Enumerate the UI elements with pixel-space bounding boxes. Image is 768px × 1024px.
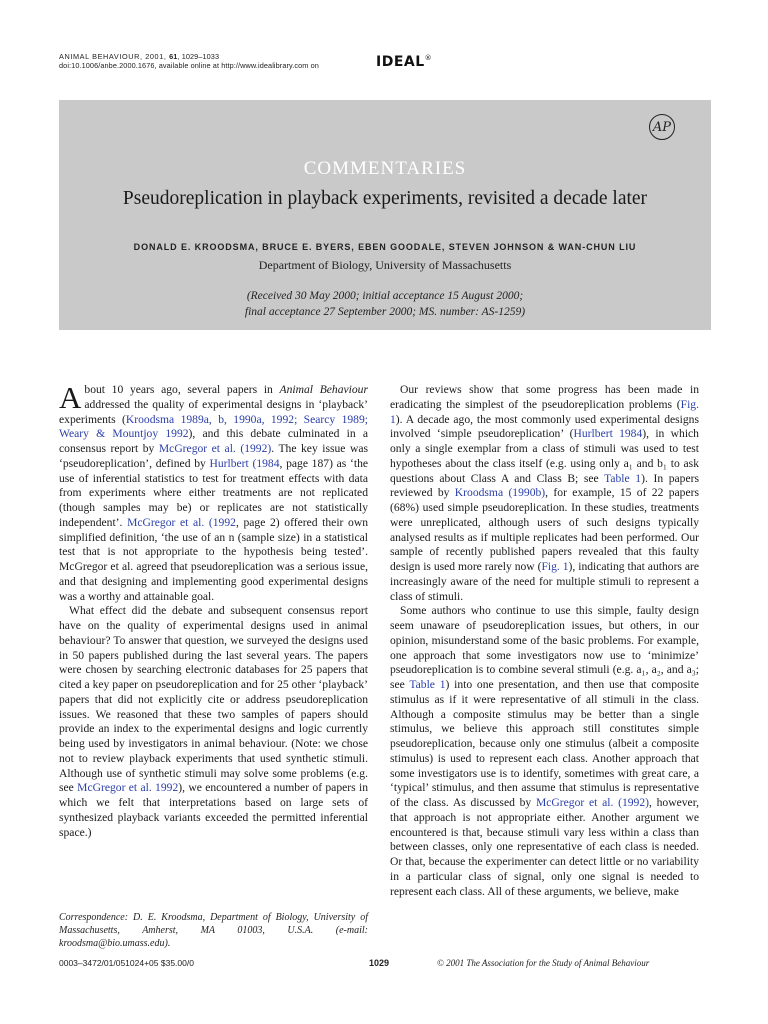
citation-link[interactable]: Kroodsma (1990b) — [454, 486, 546, 500]
left-column — [59, 380, 369, 840]
text-run: ) into one presentation, and then use that composite stimulus as if it were representative of all stimuli in the class. Although a composite stimulus may be better than a single stimulus, we believe this approach still constitutes simple pseudoreplication, because only one stimulus (albeit a composite stimulus) is used to represent each class. Another approach that some investigators use is to identify, sometimes with great care, a ‘typical’ stimulus, and then assume that stimulus is representative of the class. As discussed by — [390, 678, 700, 809]
journal-name: ANIMAL BEHAVIOUR, 2001, — [59, 52, 170, 61]
correspondence-footnote: Correspondence: D. E. Kroodsma, Department of Biology, University of Massachusetts, Amherst, MA 01003, U.S.A. (e-mail: kroodsma@bio.umass.edu). — [59, 912, 368, 949]
author-list: DONALD E. KROODSMA, BRUCE E. BYERS, EBEN GOODALE, STEVEN JOHNSON & WAN-CHUN LIU — [133, 242, 637, 252]
citation-link[interactable]: Kroodsma 1989a, b, 1990a, 1992; Searcy 1989; Weary & Mountjoy 1992 — [59, 412, 368, 441]
ideal-logo — [376, 54, 433, 72]
drop-cap: A — [59, 380, 82, 415]
citation-link[interactable]: Hurlbert 1984 — [573, 427, 643, 441]
text-run: addressed the quality of experimental designs in ‘playback’ experiments ( — [59, 397, 368, 426]
ap-publisher-logo-icon: AP — [649, 114, 675, 140]
text-run: , however, that approach is not appropriate either. Another argument we encountered is that, because stimuli vary less within a class than between classes, only one representative of each class is needed. Or that, because the experimenter can detect little or no variability in a particular class of signal, only one signal is needed to represent each class. All of these arguments, we believe, make — [390, 796, 699, 898]
text-run: , for example, 15 of 22 papers (68%) used simple pseudoreplication. In these studies, treatments were unreplicated, although users of such designs typically analysed results as if multiple replicates had been performed. Our sample of recently published papers revealed that this faulty design is used more rarely now ( — [390, 486, 699, 573]
text-run: ), in which only a single exemplar from a class of stimuli was used to test hypotheses about the class itself (e.g. using only a₁ and b₁ to ask questions about Class A and Class B; see — [390, 427, 699, 485]
table-link[interactable]: Table 1 — [409, 678, 446, 691]
citation-link[interactable]: McGregor et al. (1992) — [535, 796, 649, 809]
text-run: , page 2) offered their own simplified definition, ‘the use of an n (sample size) in a statistical test that is not appropriate to the hypothesis being tested’. McGregor et al. agreed that pseudoreplication was a serious issue, and that designing and implementing good experimental designs was a worthy and attainable goal. — [59, 515, 369, 603]
text-run: What effect did the debate and subsequent consensus report have on the quality of experimental designs used in animal behaviour? To answer that question, we surveyed the designs used in 50 papers published during the last several years. The papers were chosen by searching electronic databases for 25 papers that cited a key paper on pseudoreplication and for 25 other ‘playback’ papers that did not explicitly cite or address pseudoreplication issues. We reasoned that these two samples of papers should provide an index to the experimental designs and logic currently being used by investigators in animal behaviour. (Note: we chose not to review playback experiments that used synthetic stimuli. Although use of synthetic stimuli may solve some problems (e.g. see — [59, 604, 368, 795]
title-banner — [59, 100, 711, 330]
doi-line[interactable]: doi:10.1006/anbe.2000.1676, available online at http://www.idealibrary.com on — [59, 61, 319, 70]
table-link[interactable]: Table 1 — [604, 471, 642, 485]
paragraph-intro — [59, 380, 369, 604]
figure-link[interactable]: Fig. 1 — [541, 560, 569, 573]
figure-link[interactable]: Fig. 1 — [390, 397, 699, 426]
paragraph-progress — [390, 383, 699, 604]
received-date-line: (Received 30 May 2000; initial acceptance 15 August 2000; — [246, 290, 524, 302]
text-run: ). In papers reviewed by — [390, 471, 699, 500]
citation-link[interactable]: McGregor et al. (1992) — [158, 442, 272, 455]
ideal-logo-text: IDEAL — [376, 54, 425, 70]
journal-pages: , 1029–1033 — [177, 52, 220, 61]
acceptance-date-line: final acceptance 27 September 2000; MS. number: AS-1259) — [244, 306, 526, 318]
issn-code: 0003–3472/01/051024+05 $35.00/0 — [59, 958, 194, 968]
right-column — [390, 383, 699, 899]
page-number: 1029 — [369, 958, 390, 968]
article-title: Pseudoreplication in playback experiments, revisited a decade later — [122, 188, 648, 209]
text-run: ). A decade ago, the most commonly used experimental designs involved ‘simple pseudoreplication’ ( — [390, 412, 699, 441]
text-run: Our reviews show that some progress has been made in eradicating the simplest of the pseudoreplication problems ( — [390, 383, 699, 411]
copyright-notice: © 2001 The Association for the Study of Animal Behaviour — [437, 958, 650, 968]
text-run: , page 187) as ‘the use of inferential statistics to test for treatment effects with data from experiments where either treatments are not replicated (though samples may be) or replicates are not statistically independent’. — [59, 456, 369, 529]
author-affiliation: Department of Biology, University of Massachusetts — [258, 258, 512, 272]
text-run: ), and this debate culminated in a consensus report by — [59, 427, 368, 455]
text-run: . The key issue was ‘pseudoreplication’, defined by — [59, 442, 368, 470]
paragraph-misunderstandings — [390, 604, 699, 899]
citation-link[interactable]: McGregor et al. 1992 — [77, 781, 179, 795]
text-run: ), indicating that authors are increasingly aware of the need for multiple stimuli to represent a class of stimuli. — [390, 560, 700, 603]
submission-dates — [59, 288, 711, 320]
section-label: COMMENTARIES — [303, 158, 467, 179]
paragraph-survey — [59, 604, 368, 840]
journal-name-italic: Animal Behaviour — [279, 383, 368, 396]
text-run: ), we encountered a number of papers in which we felt that interpretations based on large sets of synthesized playback variants exceeded the permitted inferential space.) — [59, 781, 368, 839]
journal-volume: 61 — [169, 52, 178, 61]
text-run: Some authors who continue to use this simple, faulty design seem unaware of pseudoreplication issues, but others, in our opinion, misunderstand some of the basic problems. For example, one approach that some investigators now use to ‘minimize’ pseudoreplication is to combine several stimuli (e.g. a₁, a₂, and a₃; see — [390, 604, 699, 691]
text-run: bout 10 years ago, several papers in — [84, 383, 280, 396]
registered-mark: ® — [424, 54, 433, 62]
citation-link[interactable]: Hurlbert (1984 — [209, 456, 280, 470]
citation-link[interactable]: McGregor et al. (1992 — [127, 515, 236, 529]
